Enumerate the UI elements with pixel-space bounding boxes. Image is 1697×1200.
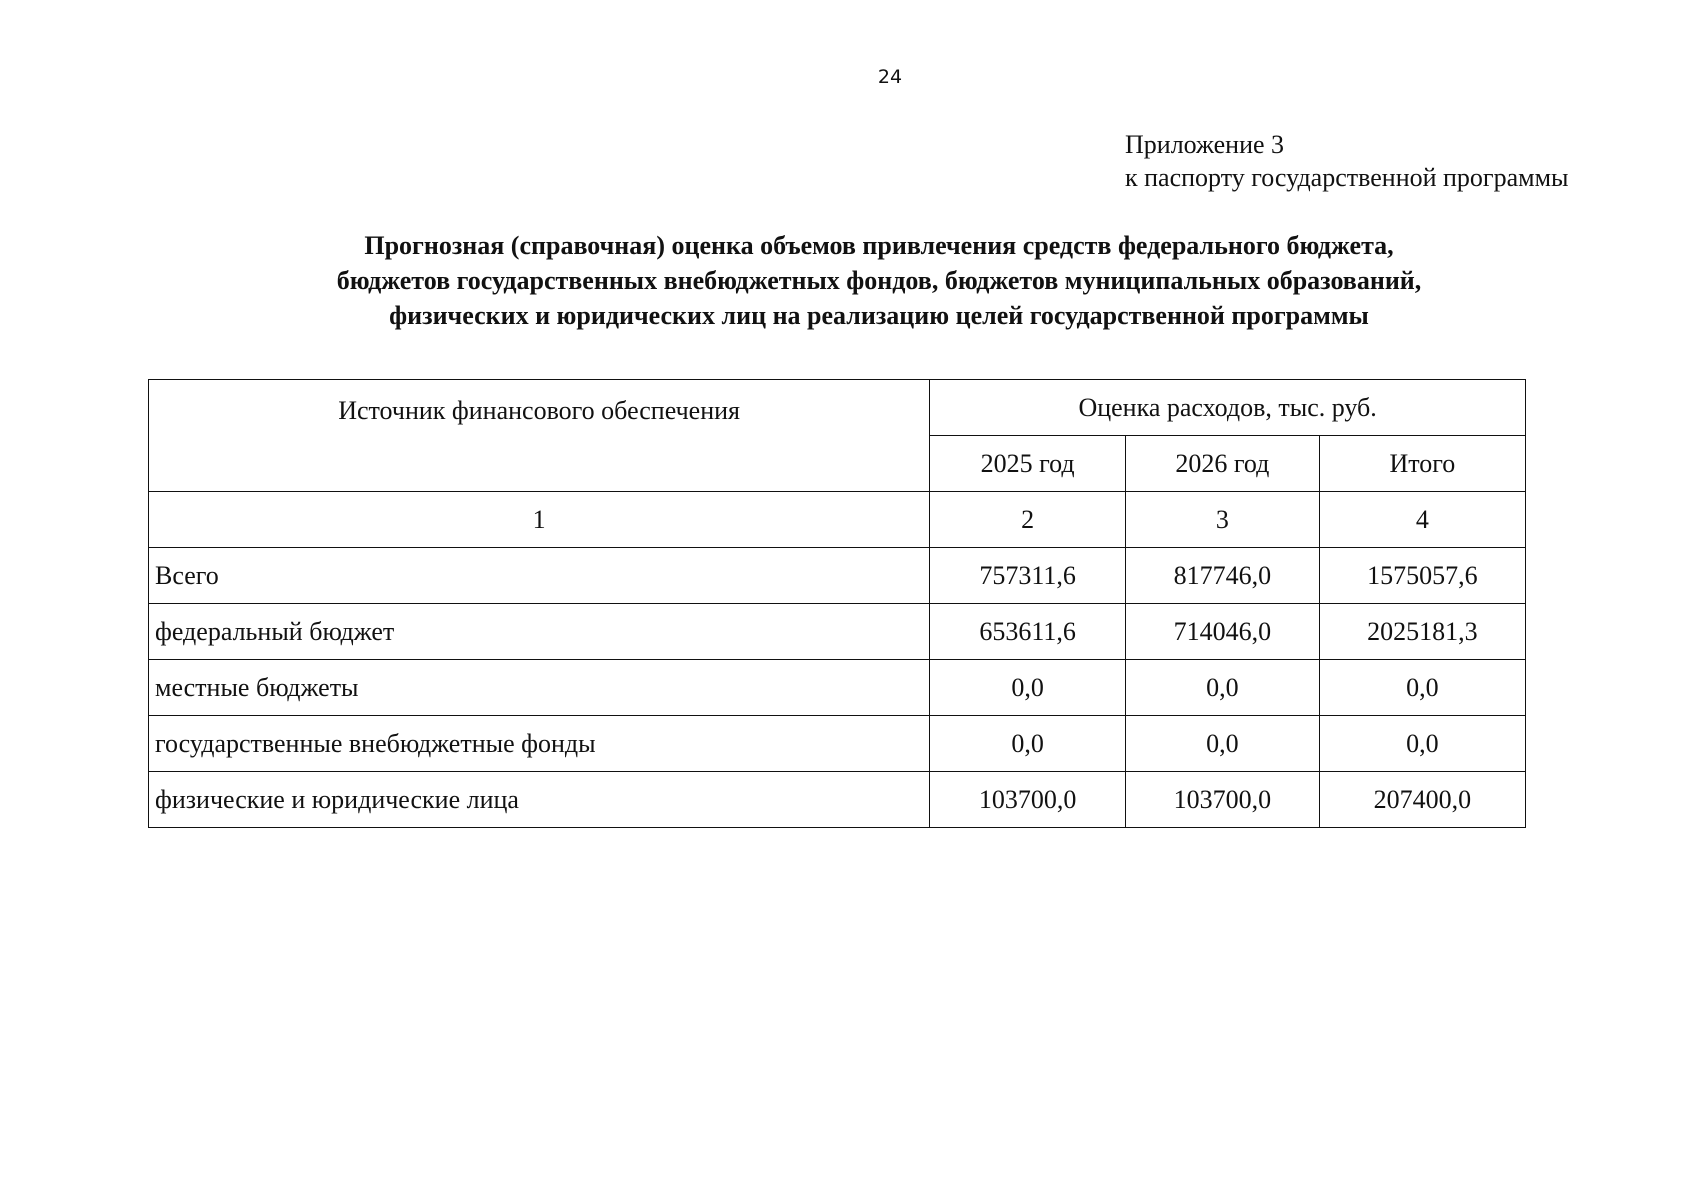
row-value-2025: 653611,6	[930, 604, 1126, 660]
row-value-2026: 714046,0	[1126, 604, 1320, 660]
column-number: 2	[930, 492, 1126, 548]
column-numbers-row	[149, 492, 1526, 548]
table-row	[149, 604, 1526, 660]
row-source: местные бюджеты	[149, 660, 930, 716]
row-value-2025: 0,0	[930, 716, 1126, 772]
title-line-1: Прогнозная (справочная) оценка объемов привлечения средств федерального бюджета,	[364, 231, 1394, 260]
row-value-2025: 103700,0	[930, 772, 1126, 828]
row-source: федеральный бюджет	[149, 604, 930, 660]
table-header-row	[149, 380, 1526, 436]
budget-table	[148, 379, 1526, 828]
appendix-line-1: Приложение 3	[1125, 130, 1285, 159]
row-source: физические и юридические лица	[149, 772, 930, 828]
table-row	[149, 772, 1526, 828]
header-year-2026: 2026 год	[1126, 436, 1320, 492]
appendix-line-2: к паспорту государственной программы	[1125, 163, 1569, 192]
document-title	[150, 228, 1608, 333]
row-value-2026: 0,0	[1126, 660, 1320, 716]
row-value-total: 0,0	[1319, 716, 1525, 772]
table-row	[149, 660, 1526, 716]
header-year-2025: 2025 год	[930, 436, 1126, 492]
table-row	[149, 716, 1526, 772]
row-value-2025: 0,0	[930, 660, 1126, 716]
appendix-note	[1125, 128, 1569, 194]
row-value-total: 2025181,3	[1319, 604, 1525, 660]
row-value-total: 207400,0	[1319, 772, 1525, 828]
header-source: Источник финансового обеспечения	[149, 380, 930, 492]
row-value-total: 1575057,6	[1319, 548, 1525, 604]
row-value-total: 0,0	[1319, 660, 1525, 716]
column-number: 3	[1126, 492, 1320, 548]
column-number: 1	[149, 492, 930, 548]
header-estimate: Оценка расходов, тыс. руб.	[930, 380, 1526, 436]
row-value-2026: 0,0	[1126, 716, 1320, 772]
page-number: 24	[877, 66, 903, 88]
table-row	[149, 548, 1526, 604]
column-number: 4	[1319, 492, 1525, 548]
title-line-2: бюджетов государственных внебюджетных фондов, бюджетов муниципальных образований,	[336, 266, 1422, 295]
title-line-3: физических и юридических лиц на реализацию целей государственной программы	[389, 301, 1369, 330]
row-source: государственные внебюджетные фонды	[149, 716, 930, 772]
row-value-2025: 757311,6	[930, 548, 1126, 604]
row-source: Всего	[149, 548, 930, 604]
header-total: Итого	[1319, 436, 1525, 492]
row-value-2026: 103700,0	[1126, 772, 1320, 828]
row-value-2026: 817746,0	[1126, 548, 1320, 604]
